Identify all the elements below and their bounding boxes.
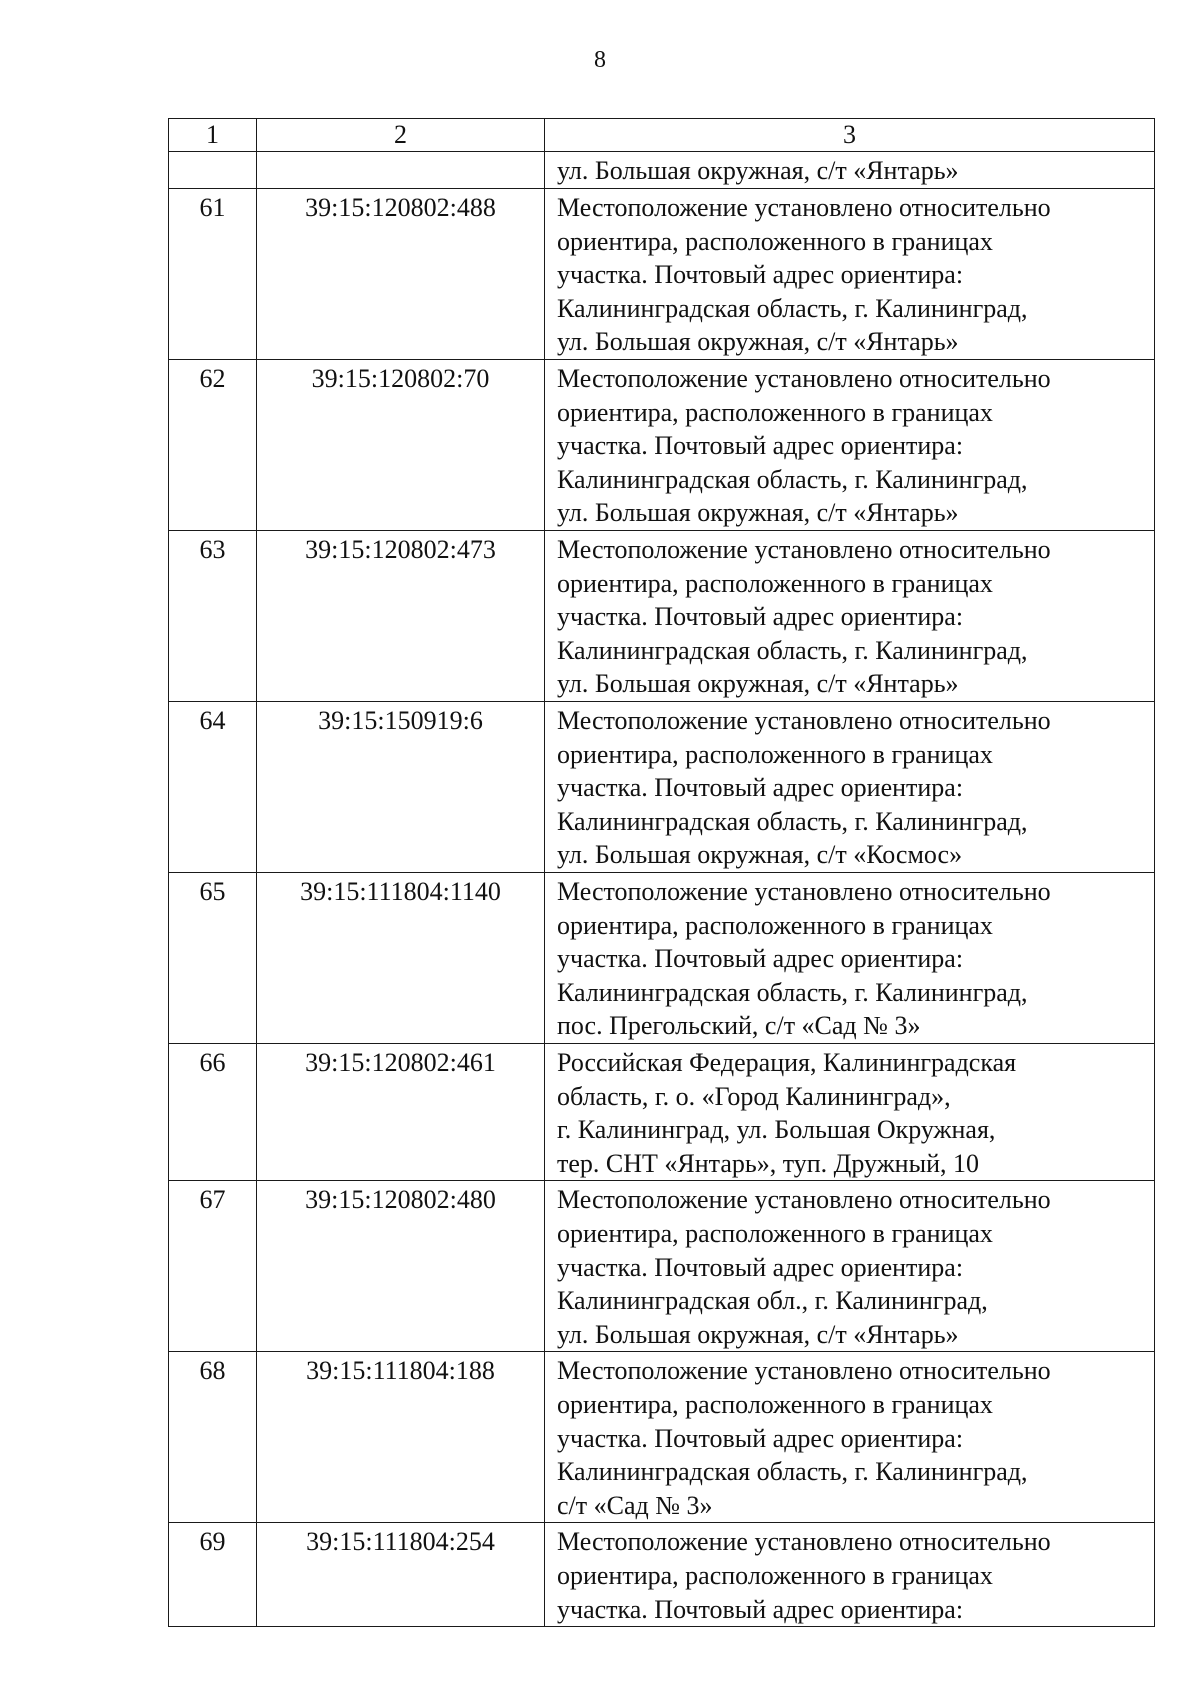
table-header-row <box>169 119 1155 152</box>
table-row <box>169 1181 1155 1352</box>
address-cell: Местоположение установлено относительно ориентира, расположенного в границах участка. Почтовый адрес ориентира: Калининградская область, г. Калининград, пос. Прегольский, с/т «Сад № 3» <box>545 873 1155 1044</box>
row-number: 61 <box>169 189 257 360</box>
table-row <box>169 873 1155 1044</box>
cadastral-number <box>257 152 545 189</box>
table-row <box>169 1352 1155 1523</box>
cadastral-number: 39:15:150919:6 <box>257 702 545 873</box>
row-number: 69 <box>169 1523 257 1627</box>
row-number: 62 <box>169 360 257 531</box>
row-number: 68 <box>169 1352 257 1523</box>
parcel-table <box>168 118 1155 1627</box>
cadastral-number: 39:15:120802:461 <box>257 1044 545 1181</box>
address-cell: Местоположение установлено относительно ориентира, расположенного в границах участка. Почтовый адрес ориентира: Калининградская область, г. Калининград, ул. Большая окружная, с/т «Космос» <box>545 702 1155 873</box>
cadastral-number: 39:15:111804:188 <box>257 1352 545 1523</box>
header-cell-3: 3 <box>545 119 1155 152</box>
header-cell-2: 2 <box>257 119 545 152</box>
page-number: 8 <box>594 47 606 73</box>
cadastral-number: 39:15:120802:480 <box>257 1181 545 1352</box>
row-number <box>169 152 257 189</box>
row-number: 66 <box>169 1044 257 1181</box>
cadastral-number: 39:15:120802:488 <box>257 189 545 360</box>
address-cell: Местоположение установлено относительно ориентира, расположенного в границах участка. Почтовый адрес ориентира: <box>545 1523 1155 1627</box>
row-number: 64 <box>169 702 257 873</box>
table-row <box>169 702 1155 873</box>
cadastral-number: 39:15:111804:254 <box>257 1523 545 1627</box>
address-cell: Местоположение установлено относительно ориентира, расположенного в границах участка. Почтовый адрес ориентира: Калининградская область, г. Калининград, с/т «Сад № 3» <box>545 1352 1155 1523</box>
address-cell: Местоположение установлено относительно ориентира, расположенного в границах участка. Почтовый адрес ориентира: Калининградская область, г. Калининград, ул. Большая окружная, с/т «Янтарь» <box>545 360 1155 531</box>
header-cell-1: 1 <box>169 119 257 152</box>
address-cell: Местоположение установлено относительно ориентира, расположенного в границах участка. Почтовый адрес ориентира: Калининградская обл., г. Калининград, ул. Большая окружная, с/т «Янтарь» <box>545 1181 1155 1352</box>
cadastral-number: 39:15:120802:70 <box>257 360 545 531</box>
cadastral-number: 39:15:111804:1140 <box>257 873 545 1044</box>
address-cell: ул. Большая окружная, с/т «Янтарь» <box>545 152 1155 189</box>
table-row <box>169 531 1155 702</box>
table-row <box>169 1523 1155 1627</box>
table-row <box>169 189 1155 360</box>
cadastral-number: 39:15:120802:473 <box>257 531 545 702</box>
table-row <box>169 360 1155 531</box>
row-number: 65 <box>169 873 257 1044</box>
address-cell: Российская Федерация, Калининградская область, г. о. «Город Калининград», г. Калининград, ул. Большая Окружная, тер. СНТ «Янтарь», туп. Дружный, 10 <box>545 1044 1155 1181</box>
row-number: 63 <box>169 531 257 702</box>
table-row <box>169 1044 1155 1181</box>
continuation-row <box>169 152 1155 189</box>
address-cell: Местоположение установлено относительно ориентира, расположенного в границах участка. Почтовый адрес ориентира: Калининградская область, г. Калининград, ул. Большая окружная, с/т «Янтарь» <box>545 189 1155 360</box>
address-cell: Местоположение установлено относительно ориентира, расположенного в границах участка. Почтовый адрес ориентира: Калининградская область, г. Калининград, ул. Большая окружная, с/т «Янтарь» <box>545 531 1155 702</box>
row-number: 67 <box>169 1181 257 1352</box>
